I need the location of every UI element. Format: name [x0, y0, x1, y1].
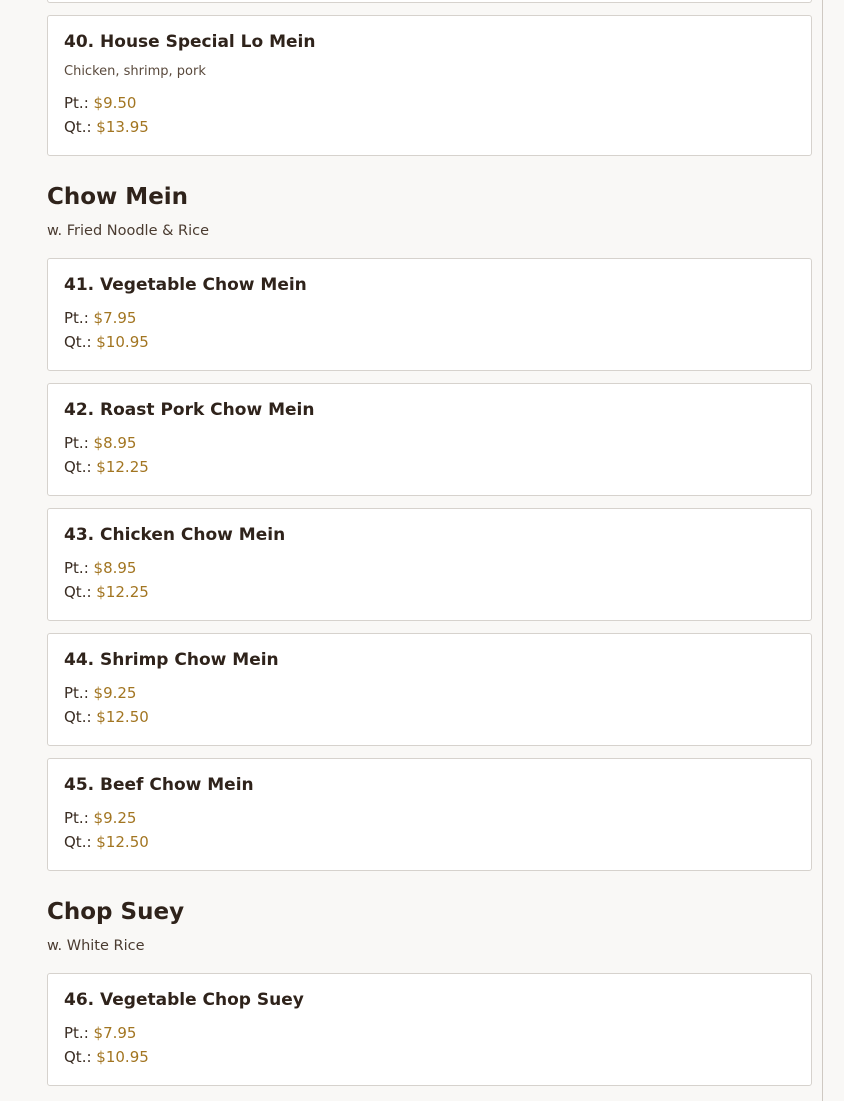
- menu-item-prices: [64, 306, 795, 354]
- pint-price: $9.50: [93, 94, 137, 112]
- quart-price-row: [64, 580, 795, 604]
- pint-price-row: [64, 91, 795, 115]
- menu-item-card[interactable]: [47, 633, 812, 746]
- quart-price: $12.25: [96, 583, 149, 601]
- pint-price-row: [64, 806, 795, 830]
- pint-label: Pt.:: [64, 1024, 89, 1042]
- section-header-chow-mein: [47, 182, 812, 241]
- pint-price-row: [64, 431, 795, 455]
- quart-label: Qt.:: [64, 1048, 92, 1066]
- section-header-chop-suey: [47, 897, 812, 956]
- quart-price: $12.50: [96, 833, 149, 851]
- pint-price-row: [64, 556, 795, 580]
- pint-price: $9.25: [93, 809, 137, 827]
- section-title: Chow Mein: [47, 184, 189, 210]
- menu-item-card[interactable]: [47, 508, 812, 621]
- menu-item-card[interactable]: [47, 15, 812, 156]
- quart-label: Qt.:: [64, 833, 92, 851]
- section-title: Chop Suey: [47, 899, 185, 925]
- section-subtitle: w. White Rice: [47, 938, 145, 954]
- pint-label: Pt.:: [64, 94, 89, 112]
- quart-label: Qt.:: [64, 118, 92, 136]
- menu-content: [47, 0, 812, 1098]
- quart-price: $12.25: [96, 458, 149, 476]
- quart-price: $12.50: [96, 708, 149, 726]
- pint-label: Pt.:: [64, 434, 89, 452]
- quart-price-row: [64, 705, 795, 729]
- quart-price: $10.95: [96, 1048, 149, 1066]
- menu-item-name: 42. Roast Pork Chow Mein: [64, 400, 315, 420]
- menu-item-name: 44. Shrimp Chow Mein: [64, 650, 279, 670]
- menu-item-name: 40. House Special Lo Mein: [64, 32, 316, 52]
- pint-price-row: [64, 306, 795, 330]
- quart-price-row: [64, 455, 795, 479]
- pint-price: $7.95: [93, 1024, 137, 1042]
- pint-price: $9.25: [93, 684, 137, 702]
- menu-item-name: 41. Vegetable Chow Mein: [64, 275, 307, 295]
- quart-price-row: [64, 830, 795, 854]
- quart-price: $10.95: [96, 333, 149, 351]
- quart-label: Qt.:: [64, 458, 92, 476]
- pint-label: Pt.:: [64, 309, 89, 327]
- pint-price-row: [64, 681, 795, 705]
- menu-item-name: 45. Beef Chow Mein: [64, 775, 254, 795]
- menu-item-prices: [64, 91, 795, 139]
- menu-item-prices: [64, 431, 795, 479]
- quart-label: Qt.:: [64, 583, 92, 601]
- menu-item-description: Chicken, shrimp, pork: [64, 64, 206, 79]
- menu-item-card[interactable]: [47, 973, 812, 1086]
- menu-item-name: 46. Vegetable Chop Suey: [64, 990, 304, 1010]
- menu-item-prices: [64, 681, 795, 729]
- section-subtitle: w. Fried Noodle & Rice: [47, 223, 210, 239]
- pint-label: Pt.:: [64, 809, 89, 827]
- menu-item-prices: [64, 556, 795, 604]
- quart-price-row: [64, 1045, 795, 1069]
- pint-price: $7.95: [93, 309, 137, 327]
- pint-price: $8.95: [93, 434, 137, 452]
- menu-item-card[interactable]: [47, 258, 812, 371]
- menu-item-card-previous[interactable]: [47, 0, 812, 3]
- quart-price-row: [64, 330, 795, 354]
- quart-label: Qt.:: [64, 333, 92, 351]
- page-right-border: [822, 0, 823, 1101]
- menu-item-prices: [64, 1021, 795, 1069]
- menu-item-prices: [64, 806, 795, 854]
- pint-label: Pt.:: [64, 684, 89, 702]
- pint-price: $8.95: [93, 559, 137, 577]
- quart-label: Qt.:: [64, 708, 92, 726]
- quart-price: $13.95: [96, 118, 149, 136]
- menu-item-card[interactable]: [47, 758, 812, 871]
- pint-price-row: [64, 1021, 795, 1045]
- quart-price-row: [64, 115, 795, 139]
- menu-item-name: 43. Chicken Chow Mein: [64, 525, 286, 545]
- menu-item-card[interactable]: [47, 383, 812, 496]
- pint-label: Pt.:: [64, 559, 89, 577]
